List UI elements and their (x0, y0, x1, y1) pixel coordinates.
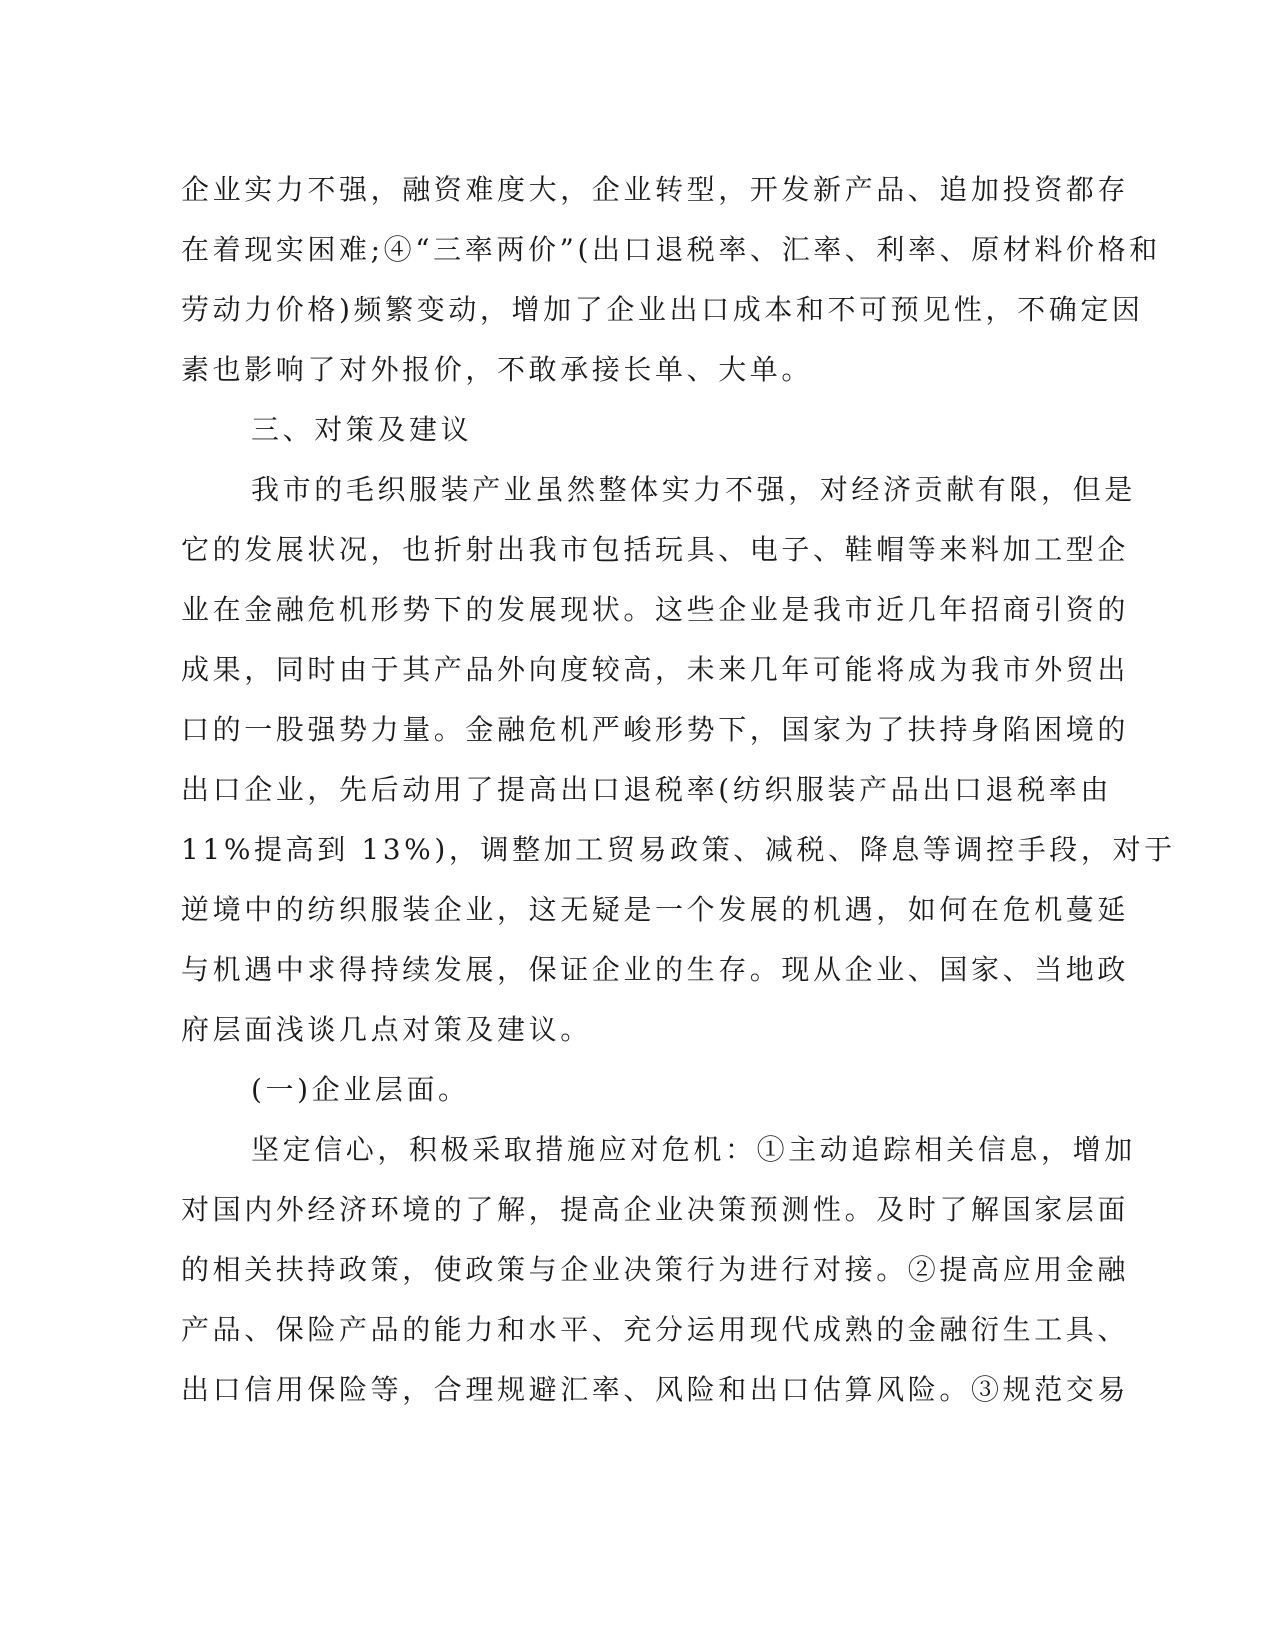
text-line: 11%提高到 13%)，调整加工贸易政策、减税、降息等调控手段，对于 (181, 833, 1176, 866)
subsection-heading: (一)企业层面。 (251, 1073, 470, 1106)
text-line: 我市的毛织服装产业虽然整体实力不强，对经济贡献有限，但是 (251, 473, 1136, 506)
body-text (181, 160, 1176, 1420)
text-line: 出口信用保险等，合理规避汇率、风险和出口估算风险。③规范交易 (181, 1373, 1130, 1406)
section-heading: 三、对策及建议 (251, 413, 473, 446)
text-line: 企业实力不强，融资难度大，企业转型，开发新产品、追加投资都存 (181, 173, 1130, 206)
text-line: 出口企业，先后动用了提高出口退税率(纺织服装产品出口退税率由 (181, 773, 1112, 806)
text-line: 逆境中的纺织服装企业，这无疑是一个发展的机遇，如何在危机蔓延 (181, 893, 1130, 926)
text-line: 府层面浅谈几点对策及建议。 (181, 1013, 592, 1046)
text-line: 对国内外经济环境的了解，提高企业决策预测性。及时了解国家层面 (181, 1193, 1130, 1226)
text-line: 口的一股强势力量。金融危机严峻形势下，国家为了扶持身陷困境的 (181, 713, 1130, 746)
text-line: 坚定信心，积极采取措施应对危机：①主动追踪相关信息，增加 (251, 1133, 1136, 1166)
text-line: 业在金融危机形势下的发展现状。这些企业是我市近几年招商引资的 (181, 593, 1130, 626)
text-line: 它的发展状况，也折射出我市包括玩具、电子、鞋帽等来料加工型企 (181, 533, 1130, 566)
text-line: 素也影响了对外报价，不敢承接长单、大单。 (181, 353, 814, 386)
text-line: 在着现实困难;④“三率两价”(出口退税率、汇率、利率、原材料价格和 (181, 233, 1161, 266)
text-line: 劳动力价格)频繁变动，增加了企业出口成本和不可预见性，不确定因 (181, 293, 1144, 326)
text-line: 成果，同时由于其产品外向度较高，未来几年可能将成为我市外贸出 (181, 653, 1130, 686)
text-line: 与机遇中求得持续发展，保证企业的生存。现从企业、国家、当地政 (181, 953, 1130, 986)
text-line: 产品、保险产品的能力和水平、充分运用现代成熟的金融衍生工具、 (181, 1313, 1130, 1346)
text-line: 的相关扶持政策，使政策与企业决策行为进行对接。②提高应用金融 (181, 1253, 1130, 1286)
